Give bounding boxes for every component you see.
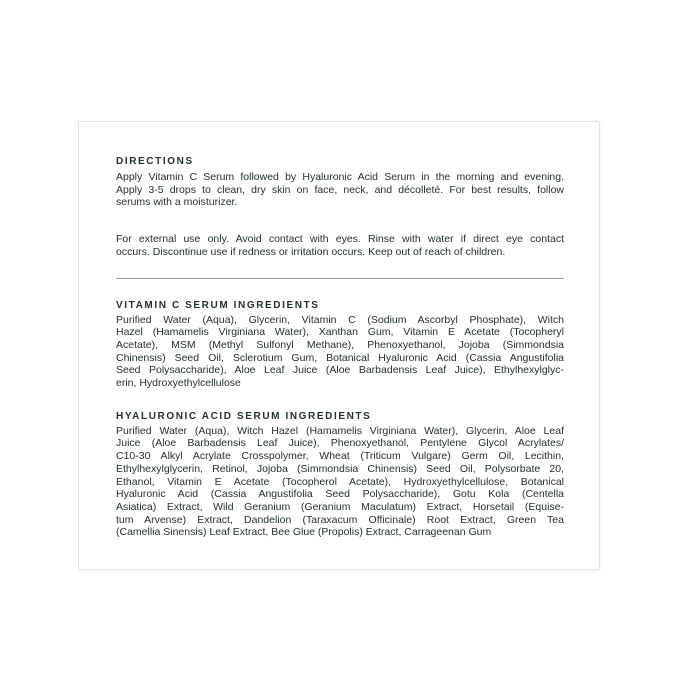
directions-section bbox=[116, 156, 564, 259]
text-line: Apply 3-5 drops to clean, dry skin on face, neck, and décolleté. For best results, follow bbox=[116, 183, 564, 196]
vitamin-c-ingredients-heading: VITAMIN C SERUM INGREDIENTS bbox=[116, 299, 320, 311]
hyaluronic-ingredients-heading: HYALURONIC ACID SERUM INGREDIENTS bbox=[116, 410, 372, 422]
text-line: Purified Water (Aqua), Glycerin, Vitamin C (Sodium Ascorbyl Phosphate), Witch bbox=[116, 313, 564, 326]
text-line: Ethanol, Vitamin E Acetate (Tocopherol Acetate), Hydroxyethylcellulose, Botanical bbox=[116, 475, 564, 488]
hyaluronic-ingredients-section bbox=[116, 411, 564, 539]
text-line: Hyaluronic Acid (Cassia Angustifolia Seed Polysaccharide), Gotu Kola (Centella bbox=[116, 488, 564, 501]
text-line: Asiatica) Extract, Wild Geranium (Geranium Maculatum) Extract, Horsetail (Equise- bbox=[116, 500, 564, 513]
hyaluronic-ingredients-paragraph bbox=[116, 425, 564, 539]
directions-heading: DIRECTIONS bbox=[116, 156, 194, 167]
text-line: Ethylhexylglycerin, Retinol, Jojoba (Simmondsia Chinensis) Seed Oil, Polysorbate 20, bbox=[116, 462, 564, 475]
warning-paragraph bbox=[116, 233, 564, 258]
text-line: Acetate), MSM (Methyl Sulfonyl Methane), Phenoxyethanol, Jojoba (Simmondsia bbox=[116, 338, 564, 351]
text-line: occurs. Discontinue use if redness or irritation occurs. Keep out of reach of children. bbox=[116, 245, 506, 258]
vitamin-c-ingredients-section bbox=[116, 300, 564, 390]
text-line: Hazel (Hamamelis Virginiana Water), Xanthan Gum, Vitamin E Acetate (Tocopheryl bbox=[116, 326, 564, 339]
text-line: serums with a moisturizer. bbox=[116, 196, 238, 209]
text-line: Purified Water (Aqua), Witch Hazel (Hamamelis Virginiana Water), Glycerin, Aloe Leaf bbox=[116, 424, 564, 437]
text-line: tum Arvense) Extract, Dandelion (Taraxacum Officinale) Root Extract, Green Tea bbox=[116, 513, 564, 526]
product-label-card bbox=[78, 121, 600, 570]
text-line: Seed Polysaccharide), Aloe Leaf Juice (Aloe Barbadensis Leaf Juice), Ethylhexylglyc- bbox=[116, 364, 564, 377]
text-line: Apply Vitamin C Serum followed by Hyaluronic Acid Serum in the morning and evening. bbox=[116, 171, 564, 183]
text-line: Juice (Aloe Barbadensis Leaf Juice), Phenoxyethanol, Pentylene Glycol Acrylates/ bbox=[116, 437, 564, 450]
directions-paragraph bbox=[116, 171, 564, 209]
text-line: (Camellia Sinensis) Leaf Extract, Bee Glue (Propolis) Extract, Carrageenan Gum bbox=[116, 526, 492, 539]
text-line: Chinensis) Seed Oil, Sclerotium Gum, Botanical Hyaluronic Acid (Cassia Angustifolia bbox=[116, 351, 564, 364]
text-line: For external use only. Avoid contact with eyes. Rinse with water if direct eye contact bbox=[116, 233, 564, 246]
section-divider bbox=[116, 278, 564, 279]
vitamin-c-ingredients-paragraph bbox=[116, 314, 564, 390]
text-line: erin, Hydroxyethylcellulose bbox=[116, 377, 241, 390]
text-line: C10-30 Alkyl Acrylate Crosspolymer, Wheat (Triticum Vulgare) Germ Oil, Lecithin, bbox=[116, 450, 564, 463]
